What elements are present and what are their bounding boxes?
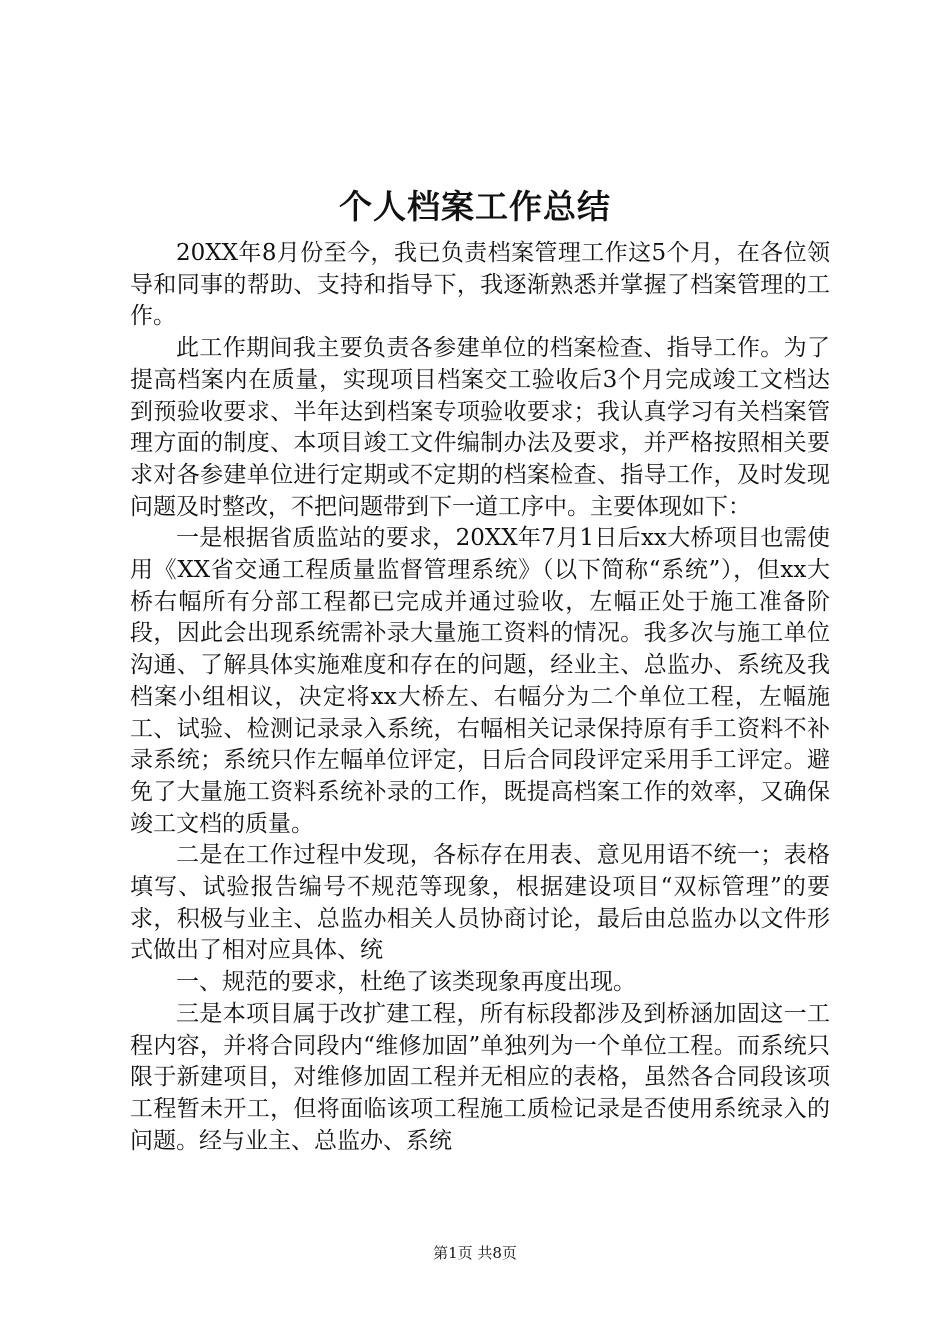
paragraph-point-two-continued: 一、规范的要求，杜绝了该类现象再度出现。: [176, 969, 636, 996]
paragraph-duties: 此工作期间我主要负责各参建单位的档案检查、指导工作。为了提高档案内在质量，实现项目档案交工验收后3个月完成竣工文档达到预验收要求、半年达到档案专项验收要求；我认真学习有关档案管理方面的制度、本项目竣工文件编制办法及要求，并严格按照相关要求对各参建单位进行定期或不定期的档案检查、指导工作，及时发现问题及时整改，不把问题带到下一道工序中。主要体现如下：: [130, 335, 830, 520]
page-number-footer: 第1页 共8页: [433, 1244, 517, 1262]
paragraph-point-three: 三是本项目属于改扩建工程，所有标段都涉及到桥涵加固这一工程内容，并将合同段内“维修加固”单独列为一个单位工程。而系统只限于新建项目，对维修加固工程并无相应的表格，虽然各合同段该项工程暂未开工，但将面临该项工程施工质检记录是否使用系统录入的问题。经与业主、总监办、系统: [130, 1000, 830, 1154]
document-title: 个人档案工作总结: [339, 187, 611, 226]
document-body: [130, 238, 830, 1157]
paragraph-point-two: 二是在工作过程中发现，各标存在用表、意见用语不统一；表格填写、试验报告编号不规范等现象，根据建设项目“双标管理”的要求，积极与业主、总监办相关人员协商讨论，最后由总监办以文件形式做出了相对应具体、统: [130, 842, 830, 964]
paragraph-intro: 20XX年8月份至今，我已负责档案管理工作这5个月，在各位领导和同事的帮助、支持和指导下，我逐渐熟悉并掌握了档案管理的工作。: [130, 240, 830, 330]
paragraph-point-one: 一是根据省质监站的要求，20XX年7月1日后xx大桥项目也需使用《XX省交通工程质量监督管理系统》（以下简称“系统”），但xx大桥右幅所有分部工程都已完成并通过验收，左幅正处于施工准备阶段，因此会出现系统需补录大量施工资料的情况。我多次与施工单位沟通、了解具体实施难度和存在的问题，经业主、总监办、系统及我档案小组相议，决定将xx大桥左、右幅分为二个单位工程，左幅施工、试验、检测记录录入系统，右幅相关记录保持原有手工资料不补录系统；系统只作左幅单位评定，日后合同段评定采用手工评定。避免了大量施工资料系统补录的工作，既提高档案工作的效率，又确保竣工文档的质量。: [130, 525, 830, 837]
